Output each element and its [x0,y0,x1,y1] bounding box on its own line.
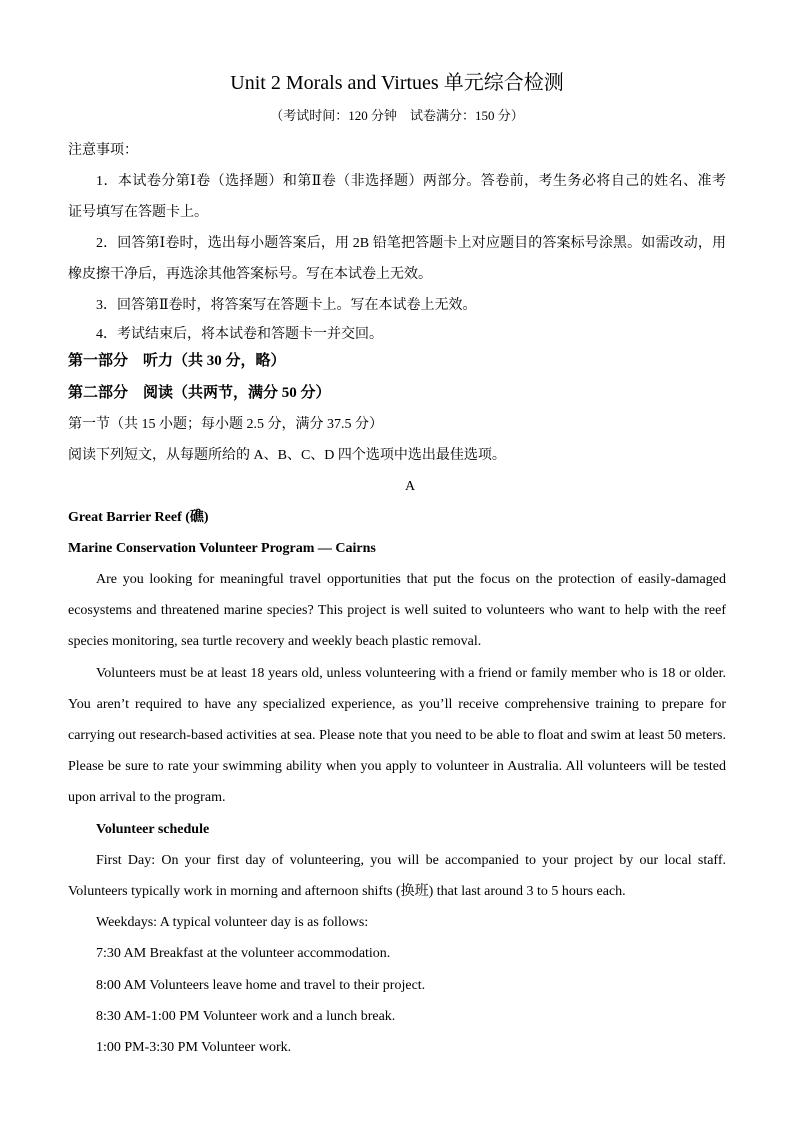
schedule-item: 7:30 AM Breakfast at the volunteer accommodation. [96,946,391,961]
paragraph-3-line-1: First Day: On your first day of volunteering, you will be accompanied to your project by our local staff. [96,853,726,868]
schedule-item: 8:00 AM Volunteers leave home and travel to their project. [96,978,426,993]
weekdays-intro: Weekdays: A typical volunteer day is as follows: [96,915,369,930]
note-item-2-line-1: 2．回答第Ⅰ卷时，选出每小题答案后，用 2B 铅笔把答题卡上对应题目的答案标号涂黑。如需改动，用 [96,236,726,251]
part-2-heading: 第二部分 阅读（共两节，满分 50 分） [68,385,331,401]
passage-label: A [404,479,416,494]
paragraph-2-line-3: carrying out research-based activities at sea. Please note that you need to be able to float and swim at least 50 meters. [68,728,726,743]
paragraph-3-line-2: Volunteers typically work in morning and afternoon shifts (换班) that last around 3 to 5 hours each. [68,884,626,899]
passage-heading: Great Barrier Reef (礁) [68,510,209,525]
schedule-heading: Volunteer schedule [96,822,210,837]
paragraph-2-line-5: upon arrival to the program. [68,790,226,805]
section-1-heading: 第一节（共 15 小题；每小题 2.5 分，满分 37.5 分） [68,417,383,432]
paragraph-1-line-1: Are you looking for meaningful travel opportunities that put the focus on the protection of easily-damaged [96,572,726,587]
paragraph-1-line-3: species monitoring, sea turtle recovery and weekly beach plastic removal. [68,634,482,649]
page-title: Unit 2 Morals and Virtues 单元综合检测 [230,72,564,94]
exam-info: （考试时间：120 分钟 试卷满分：150 分） [270,108,524,123]
note-item-1-line-2: 证号填写在答题卡上。 [68,205,208,220]
notes-heading: 注意事项： [68,143,138,158]
paragraph-2-line-1: Volunteers must be at least 18 years old, unless volunteering with a friend or family member who is 18 or older. [96,666,726,681]
paragraph-1-line-2: ecosystems and threatened marine species? This project is well suited to volunteers who want to help with the reef [68,603,726,618]
note-item-3: 3．回答第Ⅱ卷时，将答案写在答题卡上。写在本试卷上无效。 [96,298,477,313]
paragraph-2-line-4: Please be sure to rate your swimming ability when you apply to volunteer in Australia. All volunteers will be tested [68,759,726,774]
schedule-item: 8:30 AM-1:00 PM Volunteer work and a lunch break. [96,1009,396,1024]
note-item-2-line-2: 橡皮擦干净后，再选涂其他答案标号。写在本试卷上无效。 [68,267,432,282]
program-heading: Marine Conservation Volunteer Program — Cairns [68,541,376,556]
note-item-4: 4．考试结束后，将本试卷和答题卡一并交回。 [96,327,383,342]
instruction-text: 阅读下列短文，从每题所给的 A、B、C、D 四个选项中选出最佳选项。 [68,448,506,463]
note-item-1-line-1: 1．本试卷分第Ⅰ卷（选择题）和第Ⅱ卷（非选择题）两部分。答卷前，考生务必将自己的姓名、准考 [96,174,726,189]
part-1-heading: 第一部分 听力（共 30 分，略） [68,353,286,369]
schedule-item: 1:00 PM-3:30 PM Volunteer work. [96,1040,292,1055]
paragraph-2-line-2: You aren’t required to have any specialized experience, as you’ll receive comprehensive training to prepare for [68,697,726,712]
